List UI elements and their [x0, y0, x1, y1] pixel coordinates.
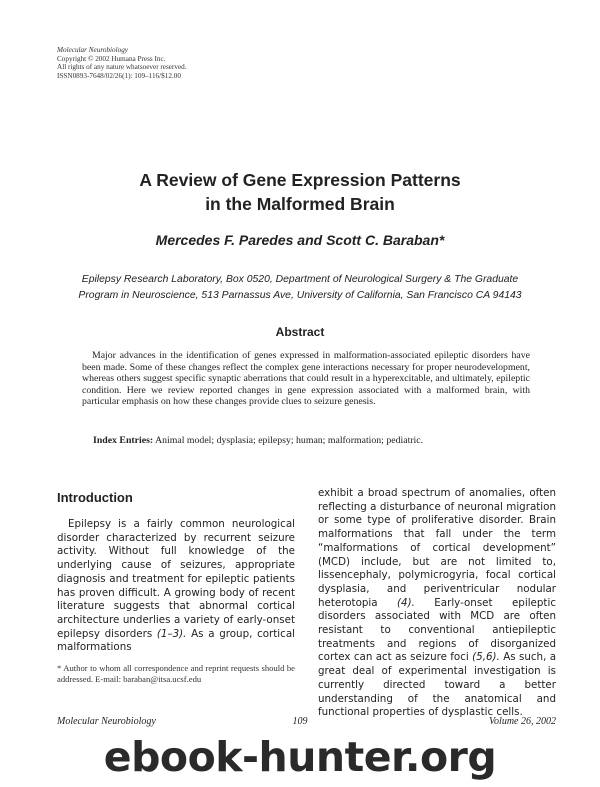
index-entries-label: Index Entries: [93, 435, 154, 446]
watermark-text: ebook-hunter.org [103, 733, 497, 781]
index-entries-terms: Animal model; dysplasia; epilepsy; human; malformation; pediatric. [155, 435, 424, 446]
masthead-journal: Molecular Neurobiology [57, 46, 128, 54]
citation-ref: (4). [397, 596, 415, 609]
authors: Mercedes F. Paredes and Scott C. Baraban* [155, 232, 445, 248]
abstract-heading: Abstract [275, 325, 325, 339]
footer-page-number: 109 [292, 716, 308, 727]
index-entries [93, 435, 533, 447]
intro-right-text-3: As such, a great deal of experimental investigation is currently directed toward a better understanding of the anatomical and functional properties of dysplastic cells. [318, 651, 556, 719]
intro-right-text-2: Early-onset epileptic disorders associated with MCD are often resistant to conventional antiepileptic treatments and regions of disorganized cortex can act as seizure foci [318, 596, 556, 664]
affiliation-line-1: Epilepsy Research Laboratory, Box 0520, Department of Neurological Surgery & The Graduate [81, 274, 519, 285]
left-column-text [57, 518, 295, 655]
footer-journal: Molecular Neurobiology [57, 716, 156, 727]
citation-ref: (1–3). [156, 627, 187, 640]
masthead-issn: ISSN0893-7648/02/26(1): 109–116/$12.00 [57, 71, 181, 80]
right-column-text [318, 487, 556, 720]
correspondence-footnote: * Author to whom all correspondence and reprint requests should be addressed. E-mail: baraban@itsa.ucsf.edu [57, 663, 295, 684]
affiliation [60, 272, 540, 303]
footer-volume: Volume 26, 2002 [489, 716, 556, 727]
section-heading-introduction: Introduction [57, 490, 133, 505]
intro-left-tail: As a group, cortical malformations [57, 627, 295, 654]
intro-right-text-1: exhibit a broad spectrum of anomalies, often reflecting a disturbance of neuronal migration or some type of proliferative disorder. Brain malformations that fall under the term “malformations of cortical development” (MCD) include, but are not limited to, lissencephaly, polymicrogyria, focal cortical dysplasia, and periventricular nodular heterotopia [318, 487, 556, 609]
affiliation-line-2: Program in Neuroscience, 513 Parnassus Ave, University of California, San Francisco CA 94143 [78, 289, 522, 301]
masthead-copyright: Copyright © 2002 Humana Press Inc. [57, 54, 166, 63]
abstract-body: Major advances in the identification of genes expressed in malformation-associated epileptic disorders have been made. Some of these changes reflect the complex gene interactions necessary for proper neurodevelopment, whereas others suggest specific synaptic aberrations that could result in a hyperexcitable, and ultimately, epileptic condition. Here we review reported changes in gene expression associated with a malformed brain, with particular emphasis on how these changes provide clues to seizure genesis. [82, 350, 530, 408]
title-line-2: in the Malformed Brain [205, 194, 395, 214]
intro-left-text: Epilepsy is a fairly common neurological disorder characterized by recurrent seizure activity. Without full knowledge of the underlying cause of seizures, appropriate diagnosis and treatment for epileptic patients has proven difficult. A growing body of recent literature suggests that abnormal cortical architecture underlies a variety of early-onset epilepsy disorders [57, 518, 295, 640]
article-title [0, 168, 600, 216]
masthead [57, 46, 187, 80]
masthead-rights: All rights of any nature whatsoever reserved. [57, 63, 187, 71]
title-line-1: A Review of Gene Expression Patterns [139, 170, 461, 190]
citation-ref: (5,6). [472, 651, 500, 664]
